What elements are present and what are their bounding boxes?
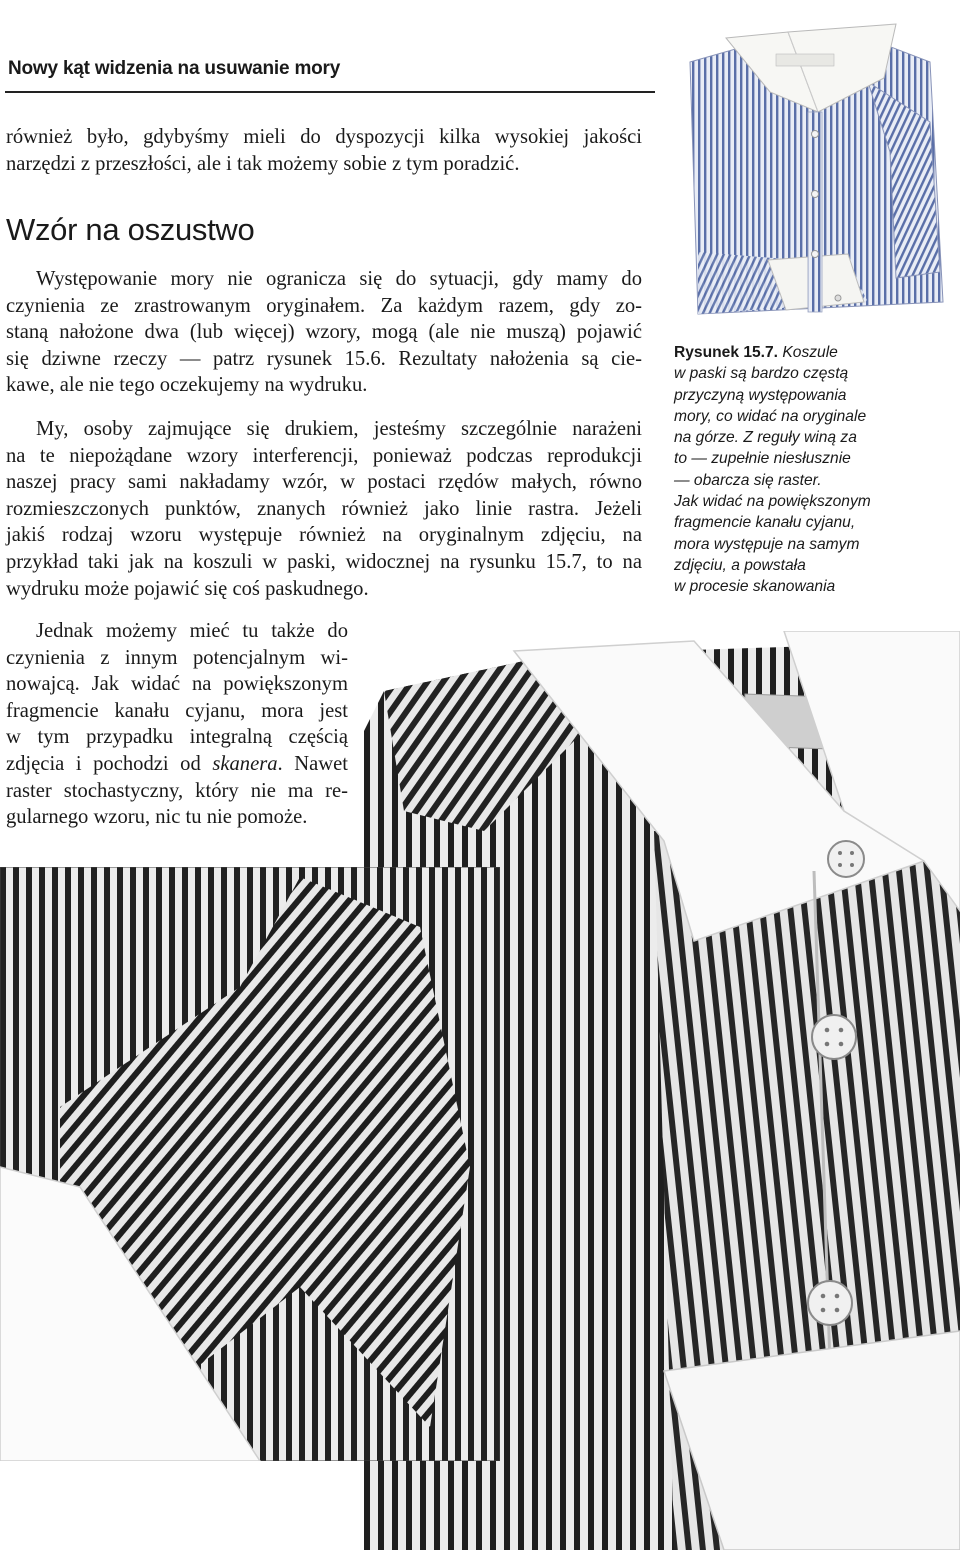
figure-caption [674,342,954,598]
text-line: fragmencie kanału cyjanu, mora jest [6,699,348,722]
zoomed-sleeve-detail [0,867,500,1461]
text-span: . Nawet [277,752,349,775]
caption-line: w paski są bardzo częstą [674,365,849,383]
text-line: staną nałożone dwa (lub więcej) wzory, mogą (ale nie muszą) pojawić [6,321,642,344]
text-line: nowajcą. Jak widać na powiększonym [6,673,348,696]
caption-text: Koszule [782,344,838,361]
paragraph-2 [6,416,642,602]
text-line: w tym przypadku integralną częścią [6,726,348,749]
text-line: przykład taki jak na koszuli w paski, widocznej na rysunku 15.7, to na [6,550,642,573]
caption-line [674,342,954,363]
text-span: zdjęcia i pochodzi od [6,752,213,775]
text-line: wydruku może pojawić się coś paskudnego. [6,577,369,600]
header-rule [5,91,655,93]
caption-line: to — zupełnie niesłusznie [674,450,851,468]
text-line: się dziwne rzeczy — patrz rysunek 15.6. Rezultaty nałożenia są cie- [6,347,642,370]
intro-paragraph [6,124,642,177]
caption-line: na górze. Z reguły winą za [674,429,857,447]
text-line: czynienia ze zrastrowanym oryginałem. Za każdym razem, gdy zo- [6,294,642,317]
caption-line: — obarcza się raster. [674,471,822,489]
shirt-photo [668,2,958,328]
paragraph-1 [6,266,642,399]
figure-number: Rysunek 15.7. [674,344,779,361]
text-line: rozmieszczonych punktów, znanych również jako linie rastra. Jeżeli [6,497,642,520]
text-line: raster stochastyczny, który nie ma re- [6,779,348,802]
caption-line: mora występuje na samym [674,535,860,553]
text-line: Występowanie mory nie ogranicza się do sytuacji, gdy mamy do [36,268,642,290]
caption-line: zdjęciu, a powstała [674,556,806,574]
section-title: Wzór na oszustwo [6,212,255,247]
intro-line: również było, gdybyśmy mieli do dyspozycji kilka wysokiej jakości [6,126,642,148]
emphasis-scanner: skanera [212,752,278,775]
caption-line: w procesie skanowania [674,578,836,596]
caption-line: przyczyną występowania [674,386,847,404]
text-line: czynienia z innym potencjalnym wi- [6,646,348,669]
paragraph-3 [6,618,348,831]
caption-line: Jak widać na powiększonym [674,493,871,511]
text-line: My, osoby zajmujące się drukiem, jesteśmy szczególnie narażeni [36,418,642,440]
caption-line: mory, co widać na oryginale [674,407,867,425]
intro-line: narzędzi z przeszłości, ale i tak możemy sobie z tym poradzić. [6,152,520,175]
text-line: gularnego wzoru, nic tu nie pomoże. [6,806,308,829]
text-line: kawe, ale nie tego oczekujemy na wydruku. [6,374,368,397]
running-header: Nowy kąt widzenia na usuwanie mory [8,58,341,79]
text-line: jakiś rodzaj wzoru występuje również na oryginalnym zdjęciu, na [6,524,642,547]
text-line: naszej pracy sami nakładamy wzór, w postaci rzędów małych, równo [6,471,642,494]
text-line: Jednak możemy mieć tu także do [36,620,348,642]
text-line: na te niepożądane wzory interferencji, ponieważ podczas reprodukcji [6,444,642,467]
caption-line: fragmencie kanału cyjanu, [674,514,856,532]
text-line [6,751,348,778]
